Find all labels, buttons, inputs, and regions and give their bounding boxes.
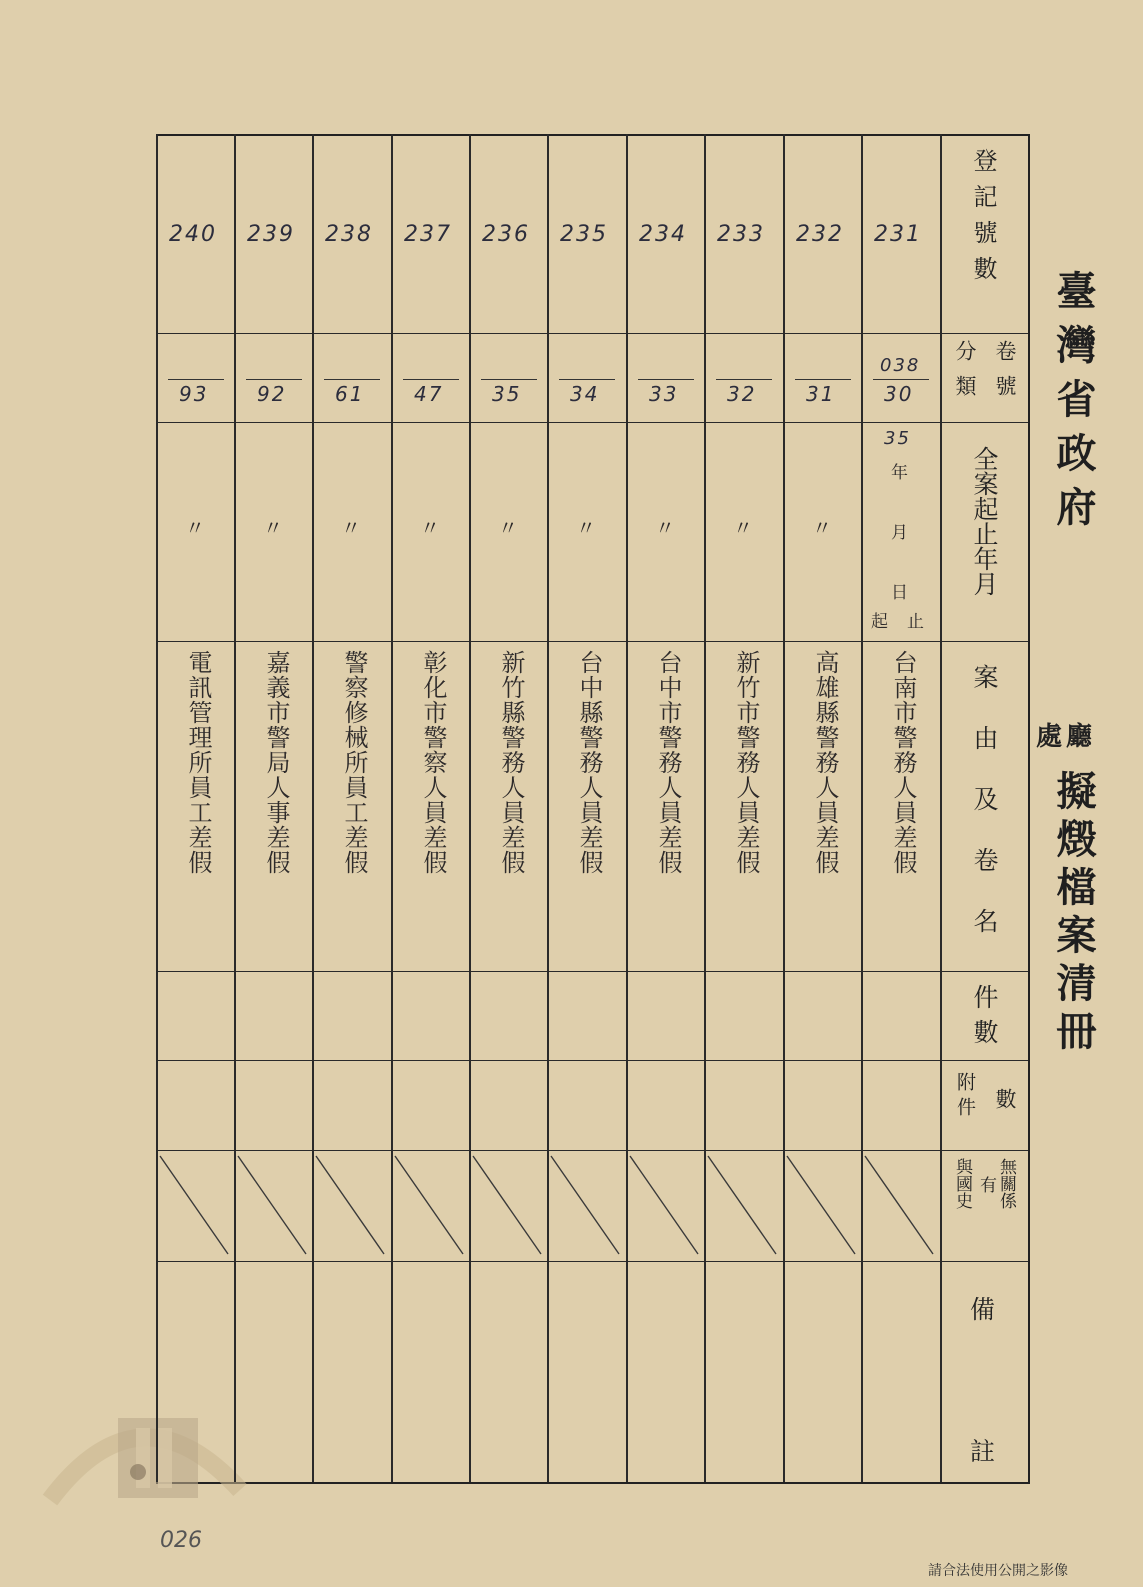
reg-no: 238 — [325, 222, 373, 247]
vol-no: 61 — [335, 382, 365, 406]
period-start-label: 起 — [871, 612, 890, 632]
vol-no: 34 — [570, 382, 600, 406]
period-day-label: 日 — [891, 583, 910, 603]
subject-title: 台中市警務人員差假 — [654, 650, 682, 875]
period-year: 35 — [884, 428, 911, 449]
header-remarks-1: 備 — [970, 1295, 996, 1324]
reg-no: 239 — [247, 222, 295, 247]
subject-title: 警察修械所員工差假 — [340, 650, 368, 875]
header-category: 分類 — [953, 340, 977, 410]
header-item-count: 件數 — [970, 984, 999, 1054]
strike-line — [787, 1156, 855, 1254]
list-title: 擬燬檔案清冊 — [1050, 770, 1097, 1058]
ditto-mark: 〃 — [733, 516, 755, 540]
strike-line — [630, 1156, 698, 1254]
header-relevance-3: 與國史 — [952, 1158, 972, 1209]
subject-title: 新竹市警務人員差假 — [732, 650, 760, 875]
ditto-mark: 〃 — [185, 516, 207, 540]
page-mark: 026 — [160, 1528, 202, 1553]
ditto-mark: 〃 — [812, 516, 834, 540]
vol-no: 47 — [414, 382, 444, 406]
vol-no: 32 — [727, 382, 757, 406]
office-label: 處 — [1036, 722, 1063, 752]
reg-no: 237 — [404, 222, 452, 247]
header-attach: 附件 — [954, 1072, 976, 1122]
header-relevance-2: 有 — [976, 1176, 996, 1193]
strike-line — [865, 1156, 933, 1254]
vol-no: 30 — [884, 382, 914, 406]
strike-line — [473, 1156, 541, 1254]
header-period: 全案起止年月 — [970, 446, 999, 596]
vol-no: 92 — [257, 382, 287, 406]
strike-line — [160, 1156, 228, 1254]
government-title: 臺灣省政府 — [1050, 270, 1097, 540]
reg-no: 233 — [717, 222, 765, 247]
header-remarks-2: 註 — [970, 1437, 996, 1466]
vol-no: 93 — [179, 382, 209, 406]
ditto-mark: 〃 — [576, 516, 598, 540]
ditto-mark: 〃 — [655, 516, 677, 540]
usage-watermark: 請合法使用公開之影像 — [928, 1563, 1068, 1579]
period-year-label: 年 — [891, 463, 910, 483]
subject-title: 新竹縣警務人員差假 — [497, 650, 525, 875]
subject-title: 台南市警務人員差假 — [889, 650, 917, 875]
strike-line — [238, 1156, 306, 1254]
reg-no: 231 — [874, 222, 922, 247]
reg-no: 240 — [169, 222, 217, 247]
strike-line — [316, 1156, 384, 1254]
subject-title: 高雄縣警務人員差假 — [811, 650, 839, 875]
reg-no: 236 — [482, 222, 530, 247]
header-reg-no: 登記號數 — [969, 148, 997, 292]
subject-title: 電訊管理所員工差假 — [184, 650, 212, 875]
ditto-mark: 〃 — [498, 516, 520, 540]
strike-line — [708, 1156, 776, 1254]
subject-title: 彰化市警察人員差假 — [419, 650, 447, 875]
reg-no: 232 — [796, 222, 844, 247]
subject-title: 嘉義市警局人事差假 — [262, 650, 290, 875]
subject-title: 台中縣警務人員差假 — [575, 650, 603, 875]
reg-no: 235 — [560, 222, 608, 247]
strike-line — [551, 1156, 619, 1254]
period-end-label: 止 — [907, 612, 926, 632]
category-code: 038 — [880, 355, 921, 376]
ditto-mark: 〃 — [341, 516, 363, 540]
header-vol-no: 卷號 — [993, 340, 1017, 410]
period-month-label: 月 — [891, 523, 910, 543]
header-attach-count: 數 — [993, 1088, 1017, 1109]
reg-no: 234 — [639, 222, 687, 247]
header-relevance-1: 無關係 — [996, 1158, 1016, 1209]
ditto-mark: 〃 — [263, 516, 285, 540]
vol-no: 35 — [492, 382, 522, 406]
ditto-mark: 〃 — [420, 516, 442, 540]
vol-no: 33 — [649, 382, 679, 406]
vol-no: 31 — [806, 382, 836, 406]
dept-label: 廳 — [1066, 722, 1093, 752]
header-subject: 案由及卷名 — [970, 664, 999, 969]
strike-line — [395, 1156, 463, 1254]
